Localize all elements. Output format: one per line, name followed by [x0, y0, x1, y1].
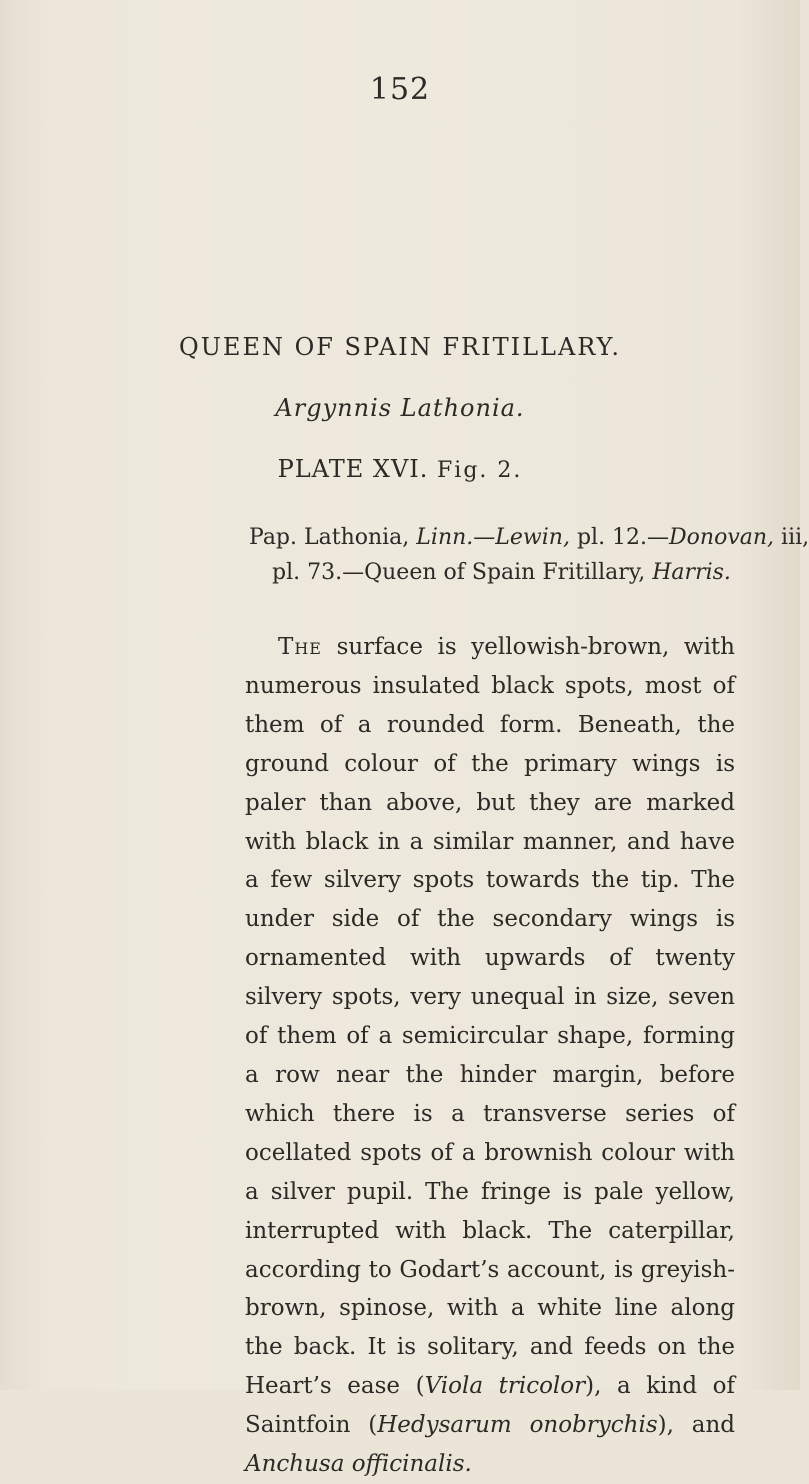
latin-name: Argynnis Lathonia. — [275, 394, 525, 422]
page-title: QUEEN OF SPAIN FRITILLARY. — [179, 333, 621, 361]
page-number: 152 — [369, 72, 431, 107]
author-harris: Harris. — [652, 560, 731, 585]
synonymy-line-2 — [272, 555, 731, 590]
author-linn: Linn. — [416, 525, 474, 550]
body-text-2: ), a kind of Saintfoin ( — [245, 1373, 735, 1439]
ref-donovan-plate: pl. 73.—Queen of Spain Fritillary, — [272, 560, 646, 585]
description-paragraph — [245, 628, 735, 1484]
synonymy-line-1 — [249, 520, 809, 555]
lead-word: The — [278, 634, 322, 660]
plate-reference — [0, 455, 800, 483]
species-hedysarum: Hedysarum onobrychis — [377, 1412, 658, 1439]
figure-label: Fig. 2. — [437, 458, 523, 483]
dash: — — [473, 525, 496, 550]
ref-donovan: iii, — [774, 525, 809, 550]
author-donovan: Donovan, — [669, 525, 775, 550]
author-lewin: Lewin, — [495, 525, 570, 550]
body-text-1: surface is yellowish-brown, with numerous insulated black spots, most of them of a rounded form. Beneath, the ground colour of the primary wings is paler than above, but they are marked with black in a similar manner, and have a few silvery spots towards the tip. The under side of the secondary wings is ornamented with upwards of twenty silvery spots, very unequal in size, seven of them of a semicircular shape, forming a row near the hinder margin, before which there is a transverse series of ocellated spots of a brownish colour with a silver pupil. The fringe is pale yellow, interrupted with black. The caterpillar, according to Godart’s account, is greyish-brown, spinose, with a white line along the back. It is solitary, and feeds on the Heart’s ease ( — [245, 634, 735, 1400]
species-anchusa: Anchusa officinalis. — [245, 1451, 472, 1478]
body-text-3: ), and — [657, 1412, 735, 1439]
plate-label: PLATE XVI. — [277, 455, 429, 483]
synonym-pap: Pap. Lathonia, — [249, 525, 410, 550]
species-viola: Viola tricolor — [424, 1373, 586, 1400]
ref-lewin: pl. 12.— — [569, 525, 670, 550]
